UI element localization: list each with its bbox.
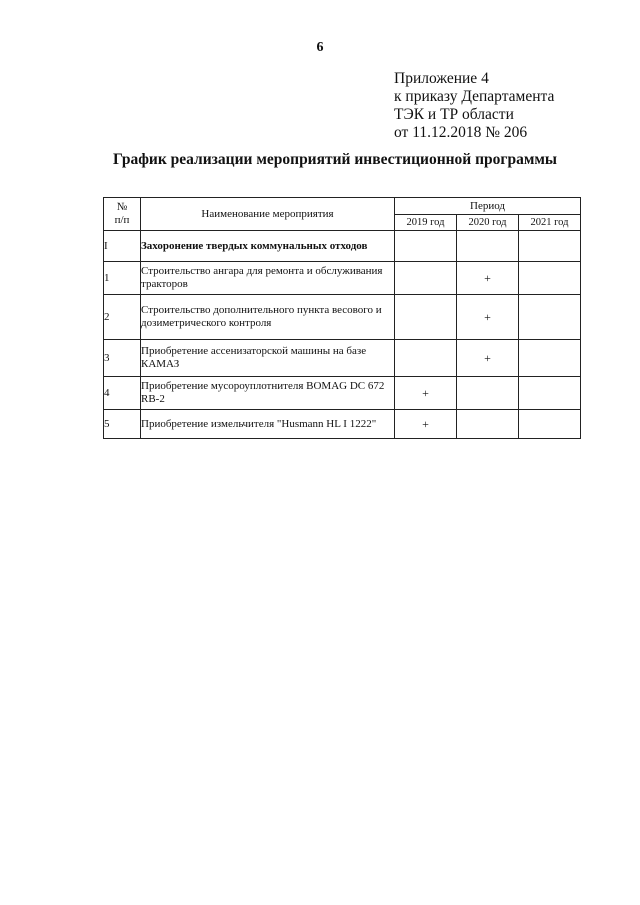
row-mark-2020: +	[457, 262, 519, 295]
row-mark-2019: +	[395, 377, 457, 410]
row-mark-2021	[519, 295, 581, 340]
appendix-line-3: ТЭК и ТР области	[394, 106, 514, 123]
row-number: 4	[104, 377, 141, 410]
appendix-line-2: к приказу Департамента	[394, 88, 555, 105]
row-mark-2020	[457, 377, 519, 410]
row-mark-2021	[519, 377, 581, 410]
row-mark-2019	[395, 262, 457, 295]
appendix-reference	[394, 70, 554, 142]
document-title: График реализации мероприятий инвестиционной программы	[112, 151, 558, 168]
header-year-2020: 2020 год	[457, 215, 519, 231]
table-row	[104, 262, 581, 295]
table-row	[104, 410, 581, 439]
row-mark-2021	[519, 262, 581, 295]
row-mark-2020: +	[457, 295, 519, 340]
header-year-2021: 2021 год	[519, 215, 581, 231]
header-row	[104, 198, 581, 215]
row-name: Строительство ангара для ремонта и обслуживания тракторов	[141, 262, 395, 295]
row-mark-2020: +	[457, 340, 519, 377]
header-period: Период	[395, 198, 581, 215]
row-name: Приобретение ассенизаторской машины на базе КАМАЗ	[141, 340, 395, 377]
row-number: 2	[104, 295, 141, 340]
row-mark-2019	[395, 340, 457, 377]
row-mark-2021	[519, 410, 581, 439]
table-row	[104, 340, 581, 377]
header-number-label: № п/п	[114, 201, 130, 226]
row-number: 5	[104, 410, 141, 439]
table-row	[104, 231, 581, 262]
row-mark-2019: +	[395, 410, 457, 439]
row-name: Приобретение мусороуплотнителя BOMAG DC 672 RB-2	[141, 377, 395, 410]
schedule-table	[103, 197, 581, 439]
table-row	[104, 377, 581, 410]
header-year-2019: 2019 год	[395, 215, 457, 231]
row-mark-2019	[395, 295, 457, 340]
row-number: 1	[104, 262, 141, 295]
row-name: Захоронение твердых коммунальных отходов	[141, 231, 395, 262]
row-mark-2021	[519, 231, 581, 262]
row-mark-2020	[457, 231, 519, 262]
table-row	[104, 295, 581, 340]
row-number: 3	[104, 340, 141, 377]
header-name: Наименование мероприятия	[141, 198, 395, 231]
row-mark-2020	[457, 410, 519, 439]
row-mark-2019	[395, 231, 457, 262]
row-name: Строительство дополнительного пункта весового и дозиметрического контроля	[141, 295, 395, 340]
row-mark-2021	[519, 340, 581, 377]
row-number: I	[104, 231, 141, 262]
page-number: 6	[316, 40, 324, 55]
row-name: Приобретение измельчителя "Husmann HL I 1222"	[141, 410, 395, 439]
header-number	[104, 198, 141, 231]
appendix-line-1: Приложение 4	[394, 70, 489, 87]
appendix-line-4: от 11.12.2018 № 206	[394, 124, 528, 141]
